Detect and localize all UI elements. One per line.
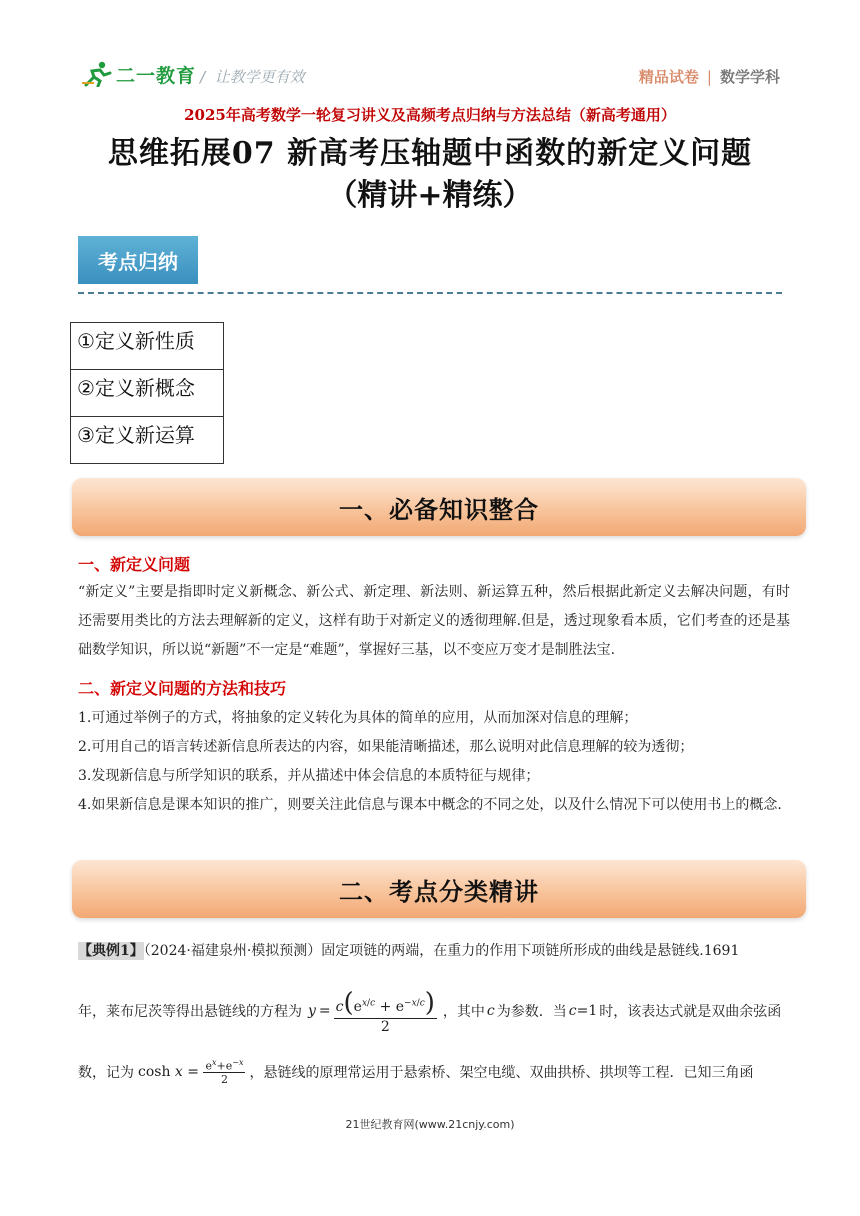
category-table <box>70 322 224 464</box>
example-line2: 年，莱布尼茨等得出悬链线的方程为 y = $\frac{c(e^{x/c} + e^{-x/c})}{2}$ ，其中 c 为参数．当 c=1 时，该表达式就是双曲余弦函 <box>78 987 782 1035</box>
example-text: 数，记为 <box>78 1065 134 1081</box>
footer: 21世纪教育网(www.21cnjy.com) <box>345 1118 515 1131</box>
page-title-line2: （精讲+精练） <box>327 178 533 213</box>
cosh-formula: cosh x = $\frac{e^x+e^{-x}}{2}$ <box>138 1057 244 1087</box>
slogan-text: 让教学更有效 <box>214 68 305 86</box>
example-text: ，其中 <box>442 1004 485 1020</box>
category-item: ①定义新性质 <box>71 323 224 370</box>
list-item: 4.如果新信息是课本知识的推广，则要关注此信息与课本中概念的不同之处，以及什么情况下可以使用书上的概念. <box>78 797 782 813</box>
section-badge: 考点归纳 <box>78 236 198 284</box>
slogan: / 让教学更有效 <box>200 68 305 86</box>
example-text: ，悬链线的原理常运用于悬索桥、架空电缆、双曲拱桥、拱坝等工程．已知三角函 <box>249 1065 754 1081</box>
heading-new-definition: 一、新定义问题 <box>78 555 191 574</box>
paragraph-definition: “新定义”主要是指即时定义新概念、新公式、新定理、新法则、新运算五种，然后根据此新定义去解决问题，有时还需要用类比的方法去理解新的定义，这样有助于对新定义的透彻理解.但是，透过现象看本质，它们考查的还是基础数学知识，所以说“新题”不一定是“难题”，掌握好三基，以不变应万变才是制胜法宝. <box>78 584 790 658</box>
example-text: （2024·福建泉州·模拟预测）固定项链的两端，在重力的作用下项链所形成的曲线是悬链线.1691 <box>143 943 740 959</box>
header-right <box>639 66 780 87</box>
header-separator: | <box>706 67 712 86</box>
logo-text: 二一教育 <box>116 64 197 87</box>
list-item: 3.发现新信息与所学知识的联系，并从描述中体会信息的本质特征与规律； <box>78 768 540 784</box>
example-text: 时，该表达式就是双曲余弦函 <box>599 1004 782 1020</box>
example-line3 <box>78 1052 790 1092</box>
list-item: 2.可用自己的语言转述新信息所表达的内容，如果能清晰描述，那么说明对此信息理解的较为透彻； <box>78 739 694 755</box>
category-item: ②定义新概念 <box>71 370 224 417</box>
method-list <box>78 704 790 820</box>
header-label-b: 数学学科 <box>719 68 780 86</box>
catenary-formula: y = $\frac{c(e^{x/c} + e^{-x/c})}{2}$ <box>308 987 435 1035</box>
header-label-a: 精品试卷 <box>638 68 699 86</box>
example-tag: 【典例1】 <box>78 943 144 959</box>
list-item: 1.可通过举例子的方式，将抽象的定义转化为具体的简单的应用，从而加深对信息的理解； <box>78 710 638 726</box>
section-banner-1: 一、必备知识整合 <box>72 478 806 536</box>
heading-methods: 二、新定义问题的方法和技巧 <box>78 679 287 698</box>
subtitle: 2025年高考数学一轮复习讲义及高频考点归纳与方法总结（新高考通用） <box>184 106 676 124</box>
example-text: 为参数．当 <box>496 1004 567 1020</box>
dashed-divider <box>78 292 782 294</box>
brand-logo <box>80 60 196 88</box>
section-banner-2: 二、考点分类精讲 <box>72 860 806 918</box>
page-title: 思维拓展07 新高考压轴题中函数的新定义问题 <box>107 136 753 171</box>
example-line1 <box>78 940 790 960</box>
category-item: ③定义新运算 <box>71 417 224 464</box>
runner-icon <box>80 61 114 87</box>
example-text: 年，莱布尼茨等得出悬链线的方程为 <box>78 1004 302 1020</box>
